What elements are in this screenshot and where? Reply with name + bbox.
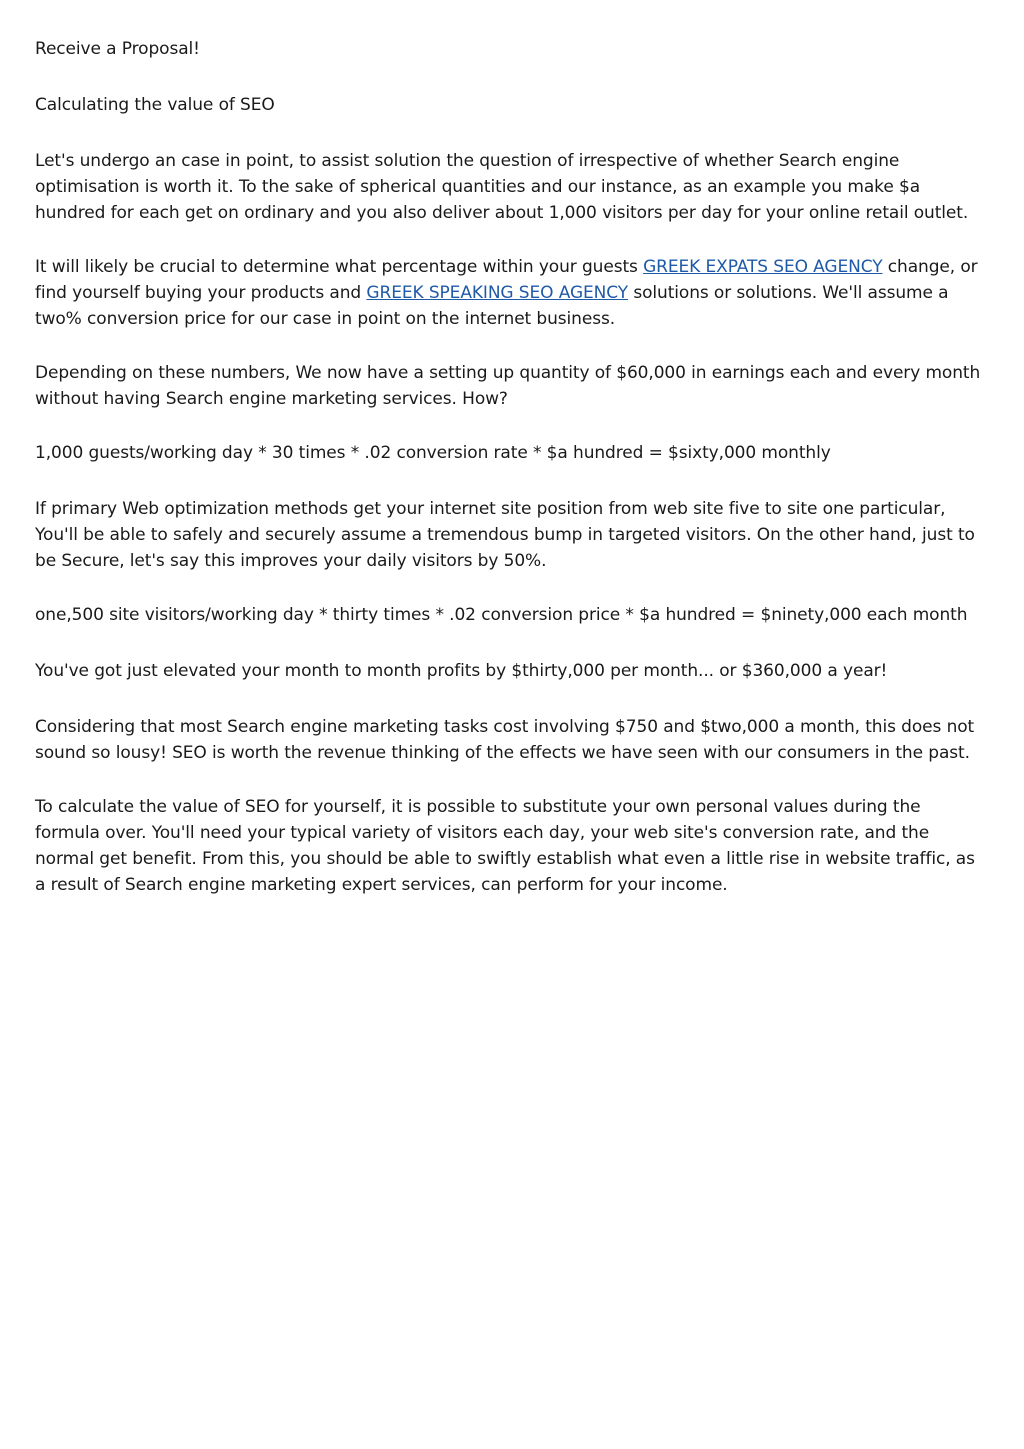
conversion-text-part-1: It will likely be crucial to determine what percentage within your guests — [35, 257, 644, 277]
baseline-formula: 1,000 guests/working day * 30 times * .02 conversion rate * $a hundred = $sixty,000 monthly — [35, 443, 831, 463]
greek-expats-seo-agency-link[interactable]: GREEK EXPATS SEO AGENCY — [643, 257, 883, 277]
optimization-paragraph: If primary Web optimization methods get your internet site position from web site five to site one particular, You'll be able to safely and securely assume a tremendous bump in targeted visitors. On the other hand, just to be Secure, let's say this improves your daily visitors by 50%. — [35, 499, 975, 571]
greek-speaking-seo-agency-link[interactable]: GREEK SPEAKING SEO AGENCY — [366, 283, 629, 303]
example-paragraph: Let's undergo an case in point, to assist solution the question of irrespective of whether Search engine optimisation is worth it. To the sake of spherical quantities and our instance, as an example you make $a hundred for each get on ordinary and you also deliver about 1,000 visitors per day for your online retail outlet. — [35, 151, 969, 223]
conversion-paragraph — [35, 254, 990, 332]
profit-increase-paragraph: You've got just elevated your month to month profits by $thirty,000 per month... or $360,000 a year! — [35, 661, 888, 681]
cost-paragraph: Considering that most Search engine marketing tasks cost involving $750 and $two,000 a month, this does not sound so lousy! SEO is worth the revenue thinking of the effects we have seen with our consumers in the past. — [35, 717, 975, 763]
proposal-heading: Receive a Proposal! — [35, 39, 200, 59]
baseline-earnings-paragraph: Depending on these numbers, We now have a setting up quantity of $60,000 in earnings each and every month without having Search engine marketing services. How? — [35, 363, 981, 409]
seo-value-heading: Calculating the value of SEO — [35, 95, 275, 115]
conversion-text-part-2: change, or find yourself buying your products and — [35, 257, 978, 303]
improved-formula: one,500 site visitors/working day * thirty times * .02 conversion price * $a hundred = $ninety,000 each month — [35, 605, 968, 625]
conversion-text-part-3: solutions or solutions. We'll assume a two% conversion price for our case in point on the internet business. — [35, 283, 949, 329]
calculate-yourself-paragraph: To calculate the value of SEO for yourself, it is possible to substitute your own personal values during the formula over. You'll need your typical variety of visitors each day, your web site's conversion rate, and the normal get benefit. From this, you should be able to swiftly establish what even a little rise in website traffic, as a result of Search engine marketing expert services, can perform for your income. — [35, 797, 975, 895]
